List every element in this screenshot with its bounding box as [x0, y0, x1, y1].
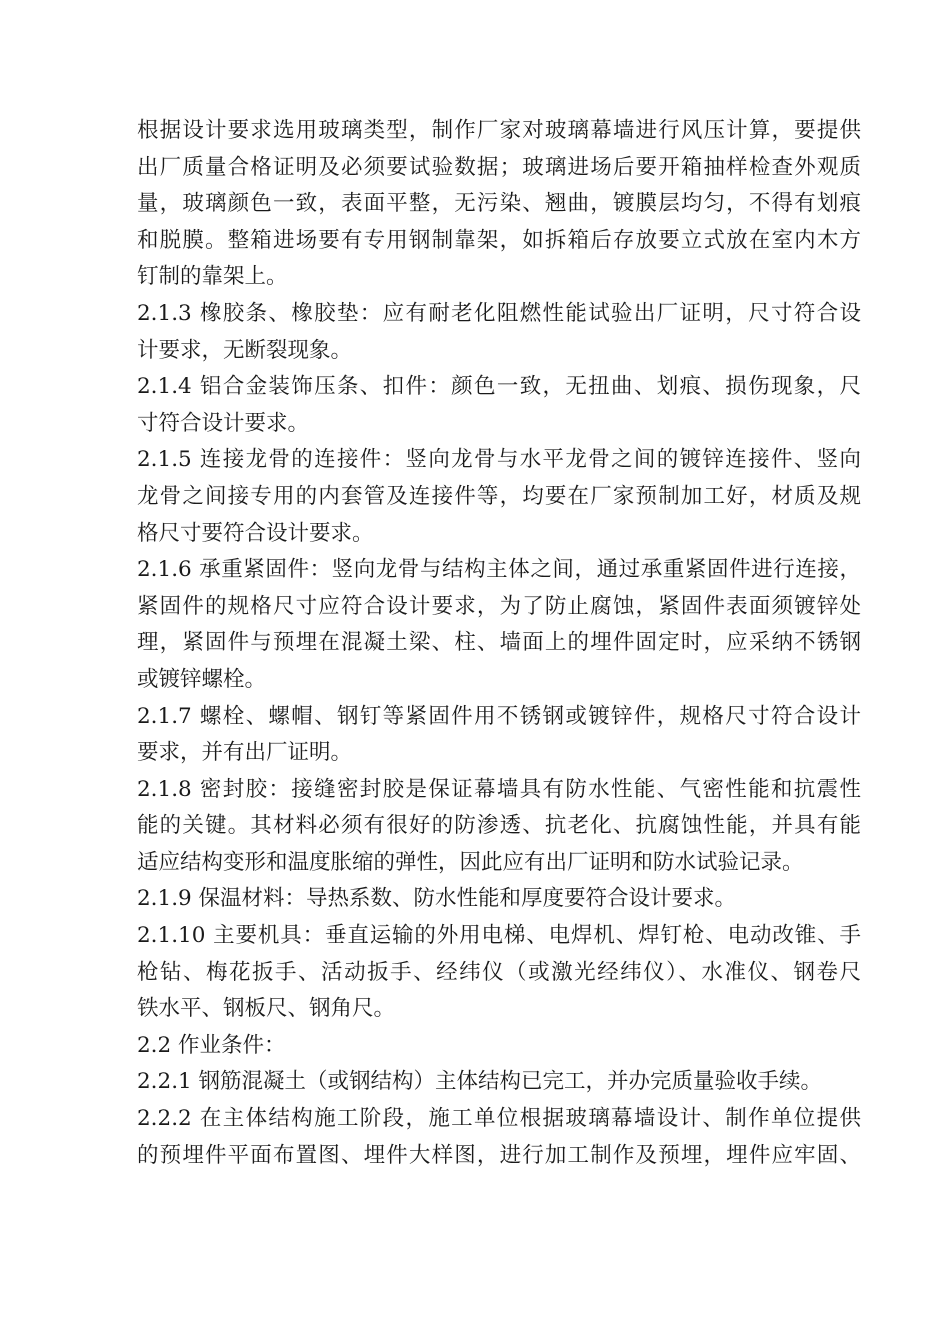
text-line: 2.2.2 在主体结构施工阶段，施工单位根据玻璃幕墙设计、制作单位提供	[137, 1106, 861, 1132]
text-line: 2.1.6 承重紧固件：竖向龙骨与结构主体之间，通过承重紧固件进行连接，	[137, 557, 861, 583]
text-line: 钉制的靠架上。	[137, 264, 288, 290]
text-line: 枪钻、梅花扳手、活动扳手、经纬仪（或激光经纬仪）、水准仪、钢卷尺	[137, 959, 861, 985]
text-line: 出厂质量合格证明及必须要试验数据；玻璃进场后要开箱抽样检查外观质	[137, 154, 861, 180]
text-line: 2.2 作业条件：	[137, 1032, 286, 1058]
text-line: 根据设计要求选用玻璃类型，制作厂家对玻璃幕墙进行风压计算，要提供	[137, 118, 861, 143]
text-line: 铁水平、钢板尺、钢角尺。	[137, 996, 396, 1022]
text-line: 和脱膜。整箱进场要有专用钢制靠架，如拆箱后存放要立式放在室内木方	[137, 227, 861, 253]
text-line: 计要求，无断裂现象。	[137, 337, 353, 363]
text-line: 2.1.9 保温材料：导热系数、防水性能和厚度要符合设计要求。	[137, 886, 737, 912]
text-line: 2.1.5 连接龙骨的连接件：竖向龙骨与水平龙骨之间的镀锌连接件、竖向	[137, 447, 861, 473]
text-line: 2.1.4 铝合金装饰压条、扣件：颜色一致，无扭曲、划痕、损伤现象，尺	[137, 374, 861, 400]
text-line: 格尺寸要符合设计要求。	[137, 520, 374, 546]
text-line: 龙骨之间接专用的内套管及连接件等，均要在厂家预制加工好，材质及规	[137, 483, 861, 509]
text-line: 2.1.3 橡胶条、橡胶垫：应有耐老化阻燃性能试验出厂证明，尺寸符合设	[137, 300, 861, 326]
text-line: 2.1.8 密封胶：接缝密封胶是保证幕墙具有防水性能、气密性能和抗震性	[137, 776, 861, 802]
body-text	[137, 113, 861, 1174]
text-line: 2.2.1 钢筋混凝土（或钢结构）主体结构已完工，并办完质量验收手续。	[137, 1069, 823, 1095]
text-line: 或镀锌螺栓。	[137, 666, 267, 692]
text-line: 2.1.7 螺栓、螺帽、钢钉等紧固件用不锈钢或镀锌件，规格尺寸符合设计	[137, 703, 861, 729]
text-line: 寸符合设计要求。	[137, 410, 310, 436]
text-line: 的预埋件平面布置图、埋件大样图，进行加工制作及预埋，埋件应牢固、	[137, 1142, 861, 1168]
text-line: 2.1.10 主要机具：垂直运输的外用电梯、电焊机、焊钉枪、电动改锥、手	[137, 923, 861, 949]
text-line: 紧固件的规格尺寸应符合设计要求，为了防止腐蚀，紧固件表面须镀锌处	[137, 593, 861, 619]
text-line: 要求，并有出厂证明。	[137, 740, 353, 766]
text-line: 量，玻璃颜色一致，表面平整，无污染、翘曲，镀膜层均匀，不得有划痕	[137, 191, 861, 217]
text-line: 理，紧固件与预埋在混凝土梁、柱、墙面上的埋件固定时，应采纳不锈钢	[137, 630, 861, 656]
text-line: 能的关键。其材料必须有很好的防渗透、抗老化、抗腐蚀性能，并具有能	[137, 813, 861, 839]
text-line: 适应结构变形和温度胀缩的弹性，因此应有出厂证明和防水试验记录。	[137, 849, 804, 875]
